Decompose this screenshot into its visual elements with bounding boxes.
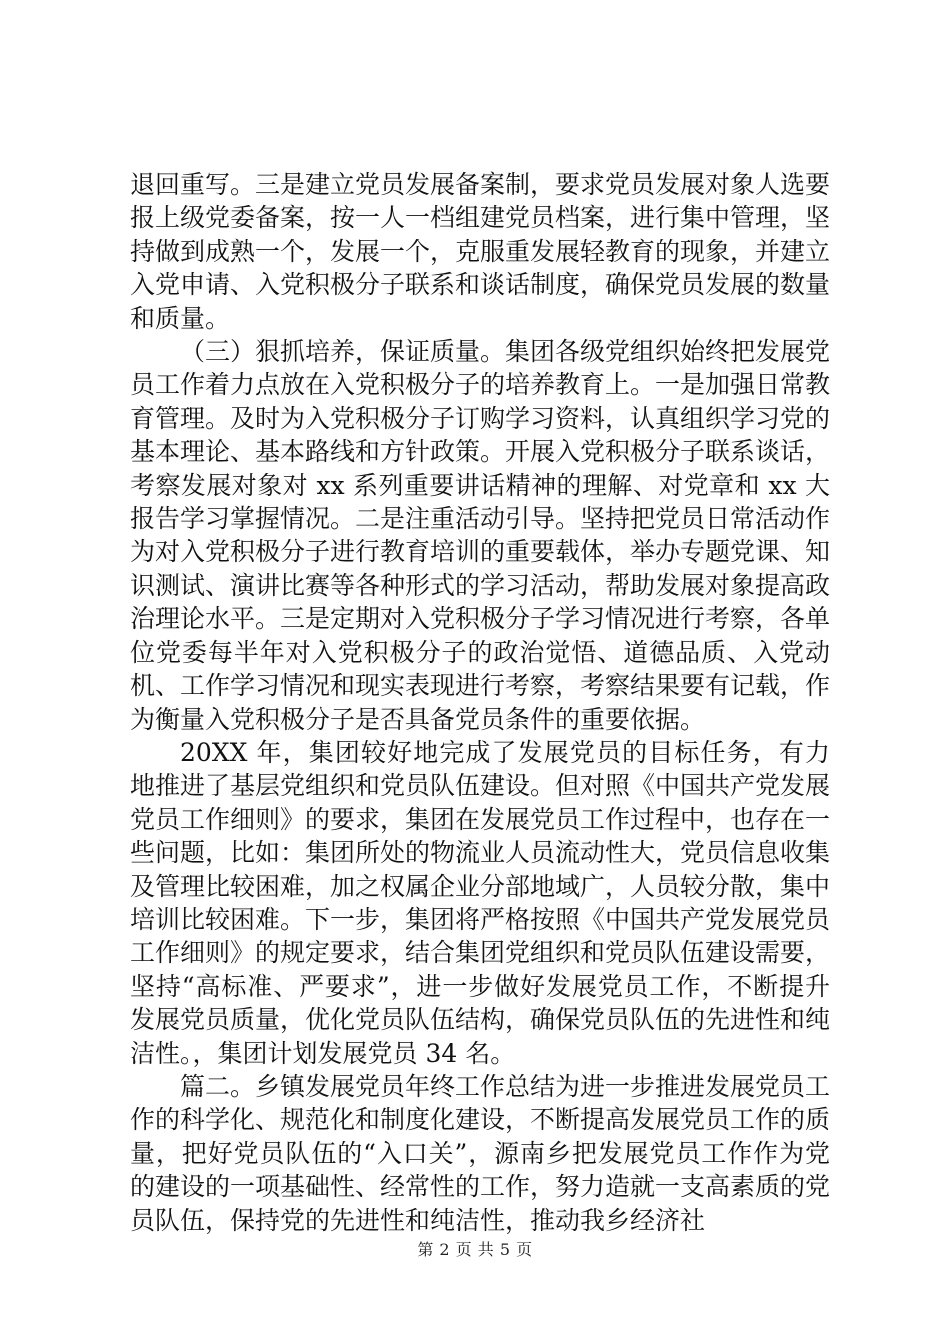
paragraph-part-two: 篇二。乡镇发展党员年终工作总结为进一步推进发展党员工作的科学化、规范化和制度化建设，不断提高发展党员工作的质量，把好党员队伍的“入口关”，源南乡把发展党员工作作为党的建设的一项基础性、经常性的工作，努力造就一支高素质的党员队伍，保持党的先进性和纯洁性，推动我乡经济社 [130, 1071, 831, 1235]
document-body [130, 168, 830, 1237]
page-footer: 第 2 页 共 5 页 [417, 1240, 533, 1259]
paragraph-section-three: （三）狠抓培养，保证质量。集团各级党组织始终把发展党员工作着力点放在入党积极分子的培养教育上。一是加强日常教育管理。及时为入党积极分子订购学习资料，认真组织学习党的基本理论、基本路线和方针政策。开展入党积极分子联系谈话，考察发展对象对 xx 系列重要讲话精神的理解、对党章和 xx 大报告学习掌握情况。二是注重活动引导。坚持把党员日常活动作为对入党积极分子进行教育培训的重要载体，举办专题党课、知识测试、演讲比赛等各种形式的学习活动，帮助发展对象提高政治理论水平。三是定期对入党积极分子学习情况进行考察，各单位党委每半年对入党积极分子的政治觉悟、道德品质、入党动机、工作学习情况和现实表现进行考察，考察结果要有记载，作为衡量入党积极分子是否具备党员条件的重要依据。 [130, 337, 831, 734]
paragraph-summary: 20XX 年，集团较好地完成了发展党员的目标任务，有力地推进了基层党组织和党员队伍建设。但对照《中国共产党发展党员工作细则》的要求，集团在发展党员工作过程中，也存在一些问题，比如：集团所处的物流业人员流动性大，党员信息收集及管理比较困难，加之权属企业分部地域广，人员较分散，集中培训比较困难。下一步，集团将严格按照《中国共产党发展党员工作细则》的规定要求，结合集团党组织和党员队伍建设需要，坚持“高标准、严要求”，进一步做好发展党员工作，不断提升发展党员质量，优化党员队伍结构，确保党员队伍的先进性和纯洁性。，集团计划发展党员 34 名。 [130, 737, 831, 1068]
paragraph-continuation: 退回重写。三是建立党员发展备案制，要求党员发展对象人选要报上级党委备案，按一人一档组建党员档案，进行集中管理，坚持做到成熟一个，发展一个，克服重发展轻教育的现象，并建立入党申请、入党积极分子联系和谈话制度，确保党员发展的数量和质量。 [130, 170, 831, 333]
